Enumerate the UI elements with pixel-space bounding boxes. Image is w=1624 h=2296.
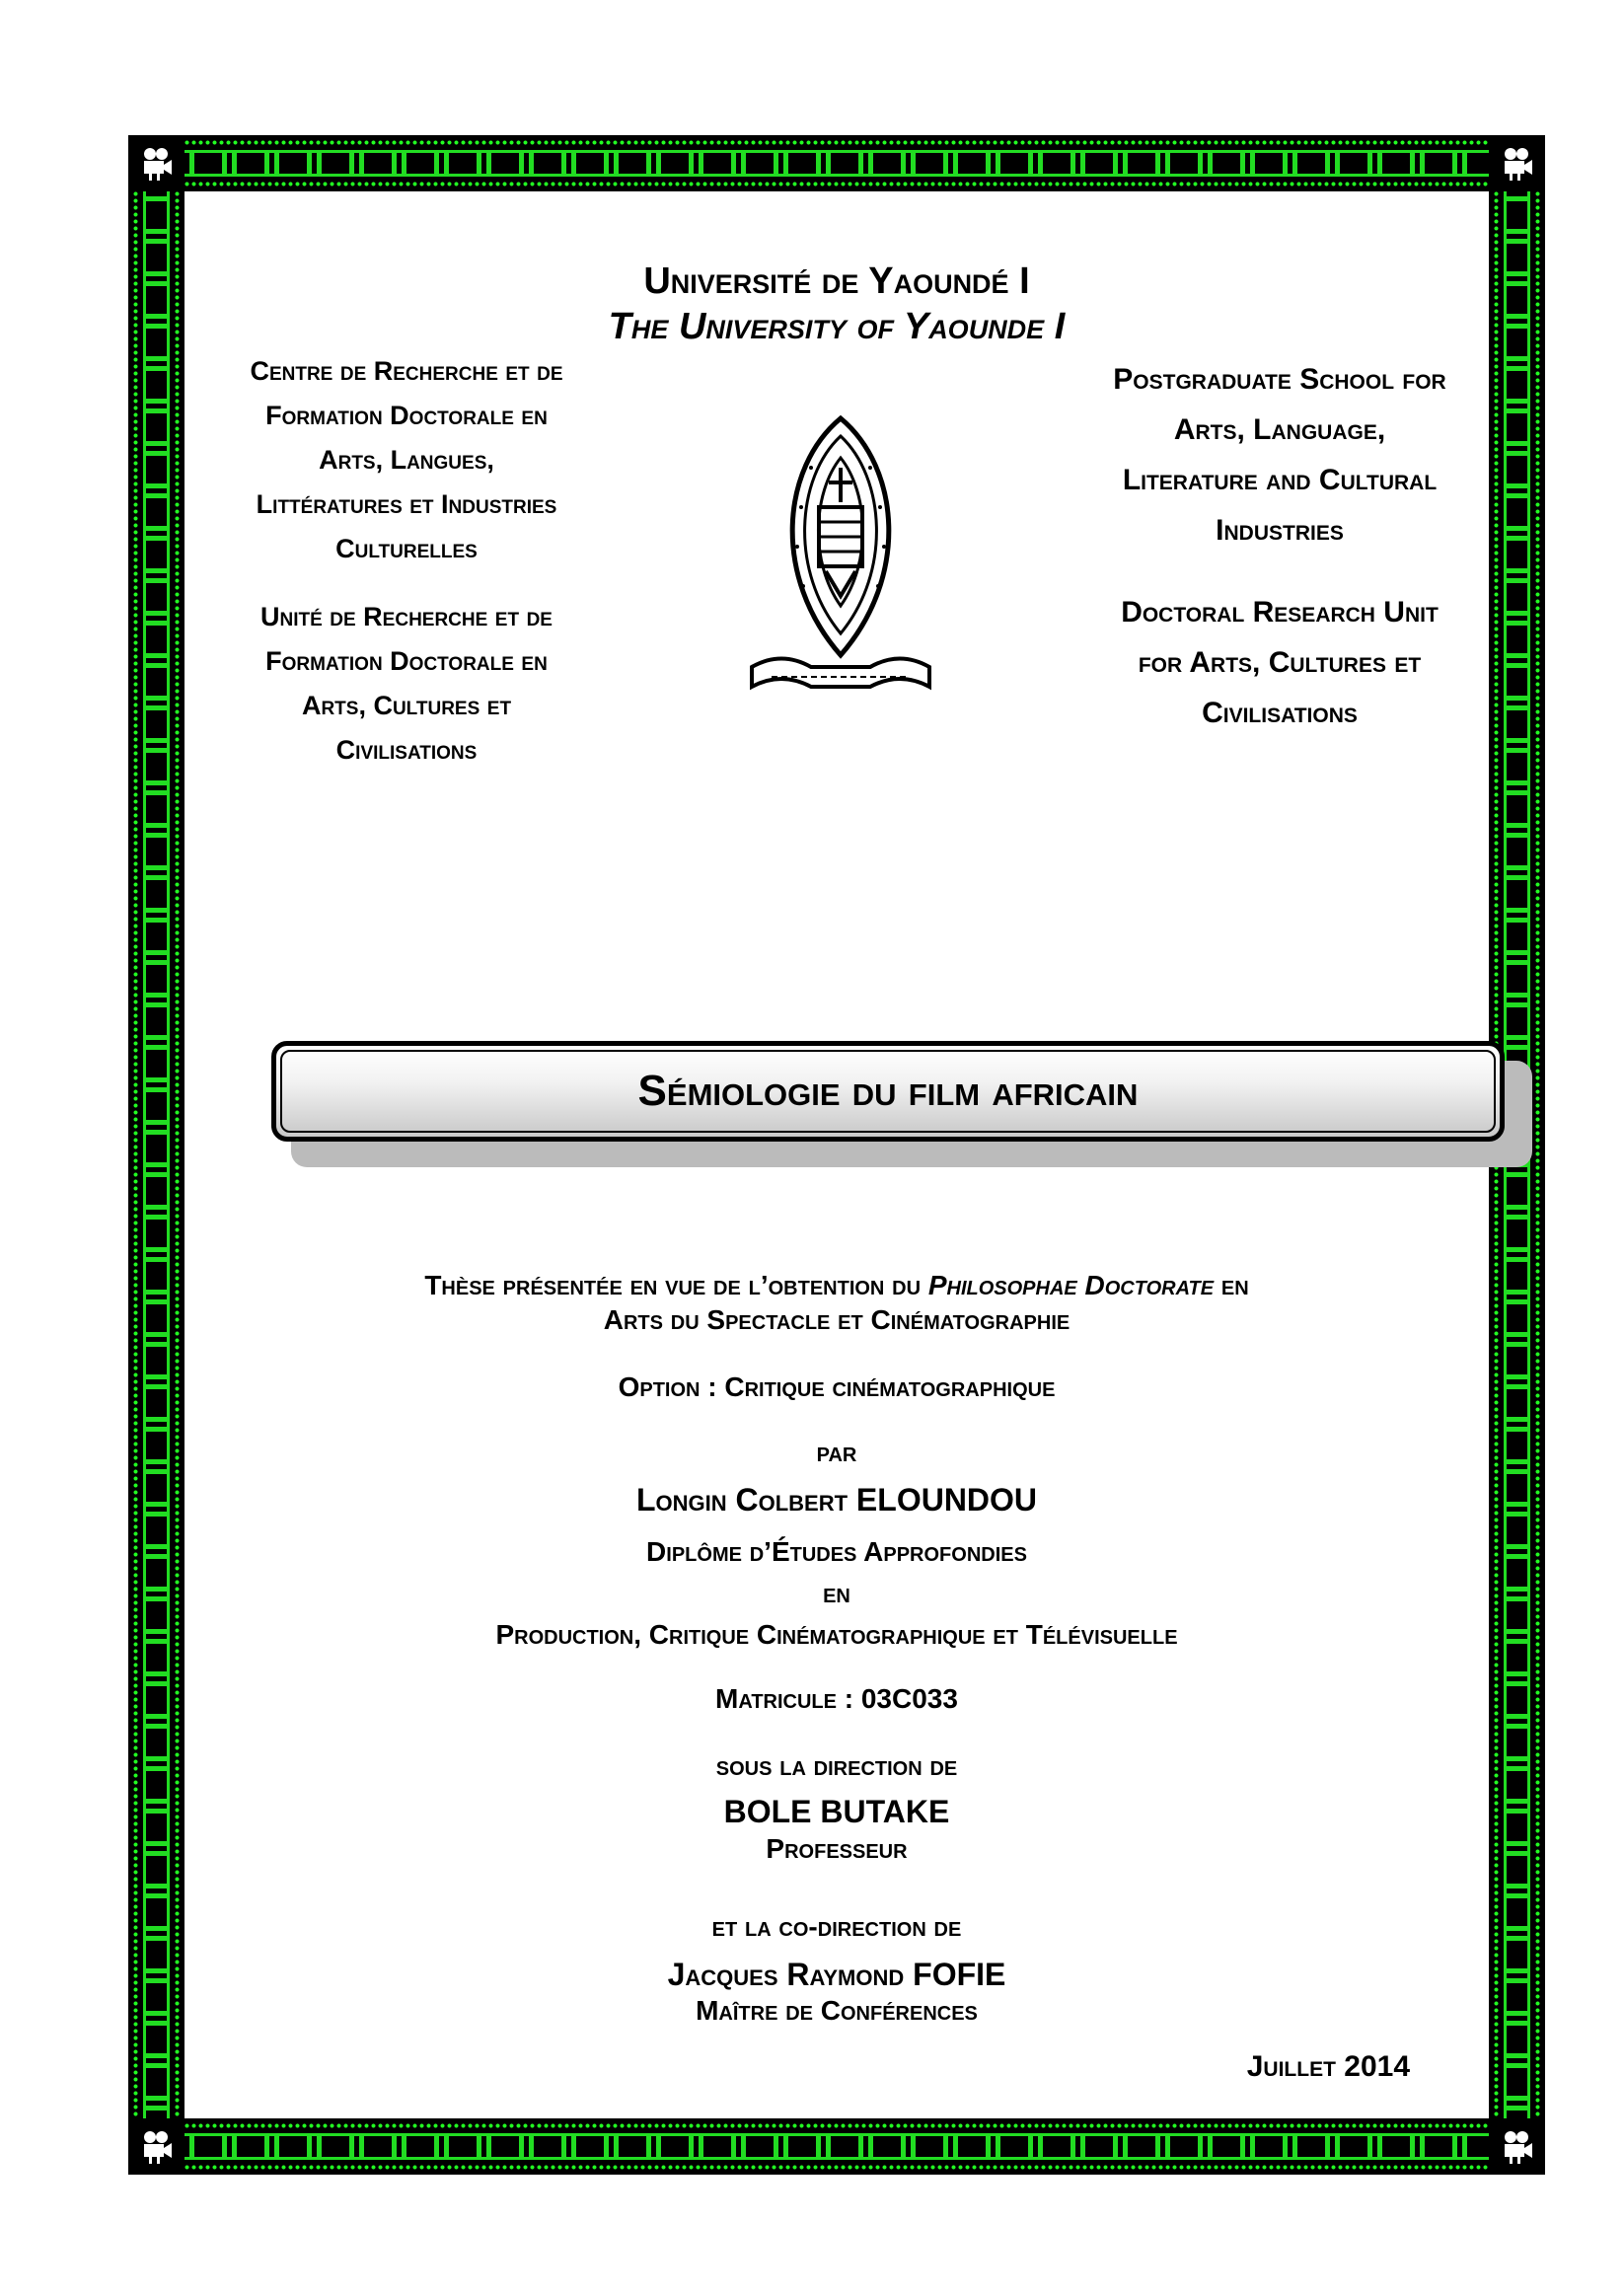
film-camera-icon (1489, 2118, 1545, 2175)
thesis-option: Option : Critique cinématographique (618, 1371, 1056, 1402)
codirector-title: Maître de Conférences (696, 1995, 978, 2026)
director-name: BOLE BUTAKE (723, 1794, 950, 1829)
unit-line: Unité de Recherche et de (260, 602, 553, 631)
codirector-name: Jacques Raymond FOFIE (667, 1957, 1006, 1992)
degree-line: en (823, 1578, 850, 1608)
centre-line: Littératures et Industries (256, 489, 557, 519)
film-strip-top (128, 135, 1545, 191)
film-strip-bottom (128, 2118, 1545, 2175)
unit-line: for Arts, Cultures et (1138, 646, 1422, 679)
film-camera-icon (128, 135, 185, 191)
matricule: Matricule : 03C033 (715, 1683, 958, 1714)
school-line: Arts, Language, (1173, 413, 1386, 446)
thesis-title: Sémiologie du film africain (637, 1067, 1139, 1115)
school-line: Industries (1216, 514, 1344, 547)
unit-line: Doctoral Research Unit (1121, 596, 1439, 629)
degree-line: Diplôme d’Études Approfondies (646, 1536, 1027, 1567)
unit-line: Civilisations (1202, 697, 1358, 729)
unit-line: Civilisations (335, 735, 478, 765)
par-label: par (816, 1437, 857, 1467)
university-name-en: The University of Yaounde I (608, 306, 1066, 347)
cover-page (185, 191, 1489, 2118)
right-column (1077, 354, 1482, 738)
degree-line: Production, Critique Cinématographique et Télévisuelle (495, 1619, 1178, 1650)
centre-line: Formation Doctorale en (265, 401, 548, 430)
university-name-fr: Université de Yaoundé I (643, 260, 1030, 302)
thesis-field: Arts du Spectacle et Cinématographie (603, 1304, 1070, 1335)
unit-line: Formation Doctorale en (265, 646, 548, 676)
thesis-purpose: Thèse présentée en vue de l’obtention du Philosophae Doctorate en (424, 1270, 1249, 1300)
school-line: Literature and Cultural (1122, 464, 1438, 496)
thesis-date: Juillet 2014 (1246, 2050, 1410, 2083)
school-line: Postgraduate School for (1113, 363, 1446, 396)
director-title: Professeur (766, 1833, 908, 1864)
centre-line: Arts, Langues, (319, 445, 494, 475)
unit-line: Arts, Cultures et (301, 691, 512, 720)
film-strip-frame (128, 135, 1545, 2175)
film-camera-icon (1489, 135, 1545, 191)
university-seal-icon (742, 408, 939, 704)
left-column (224, 349, 589, 773)
author-name: Longin Colbert ELOUNDOU (635, 1482, 1038, 1518)
centre-line: Centre de Recherche et de (250, 356, 563, 386)
codirection-label: et la co-direction de (711, 1911, 962, 1942)
film-camera-icon (128, 2118, 185, 2175)
centre-line: Culturelles (335, 534, 478, 563)
film-strip-left (128, 135, 185, 2175)
title-box (271, 1041, 1505, 1142)
direction-label: sous la direction de (715, 1750, 958, 1781)
